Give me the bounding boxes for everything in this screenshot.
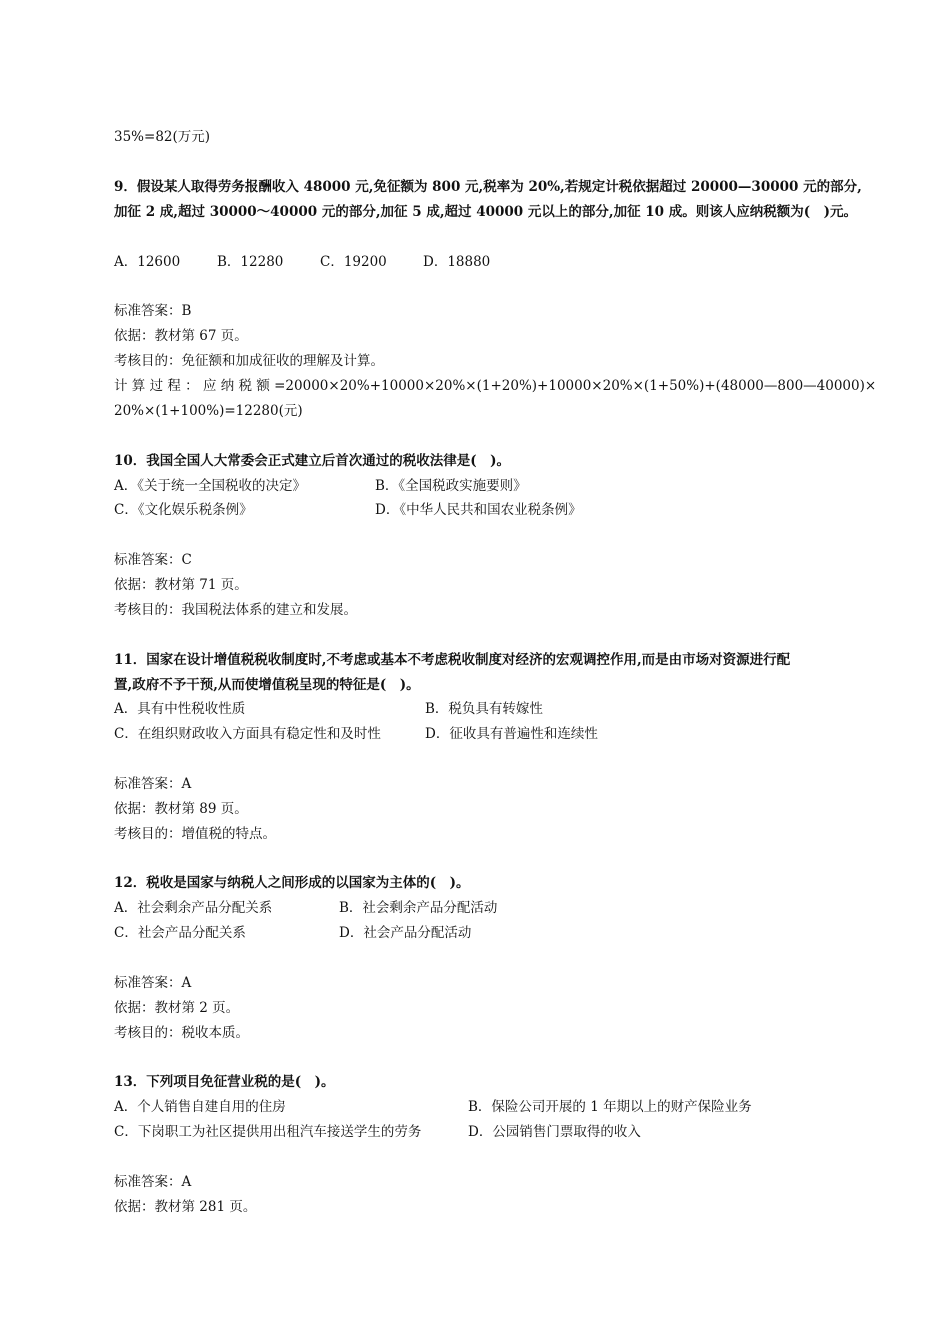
q9-option-a: A．12600: [114, 254, 181, 270]
q9-calc-part2: 20%+10000×: [339, 378, 436, 394]
q11-answer: 标准答案：A: [114, 776, 192, 792]
q10-option-d: D．《中华人民共和国农业税条例》: [375, 502, 582, 518]
q9-goal: 考核目的：免征额和加成征收的理解及计算。: [114, 353, 384, 369]
q11-basis: 依据：教材第 89 页。: [114, 801, 248, 817]
intro-line: 35%=82(万元): [114, 129, 211, 145]
q13-option-d: D．公园销售门票取得的收入: [468, 1124, 641, 1140]
q10-basis: 依据：教材第 71 页。: [114, 577, 248, 593]
q10-option-a: A．《关于统一全国税收的决定》: [114, 478, 306, 494]
q13-stem: 13．下列项目免征营业税的是( )。: [114, 1074, 335, 1090]
q12-stem: 12．税收是国家与纳税人之间形成的以国家为主体的( )。: [114, 875, 470, 891]
q11-option-c: C．在组织财政收入方面具有稳定性和及时性: [114, 726, 381, 742]
q9-basis: 依据：教材第 67 页。: [114, 328, 248, 344]
q11-option-d: D．征收具有普遍性和连续性: [425, 726, 598, 742]
q9-answer: 标准答案：B: [114, 303, 192, 319]
q10-answer: 标准答案：C: [114, 552, 192, 568]
q12-option-c: C．社会产品分配关系: [114, 925, 246, 941]
q12-basis: 依据：教材第 2 页。: [114, 1000, 240, 1016]
q12-option-a: A．社会剩余产品分配关系: [114, 900, 273, 916]
q10-stem: 10．我国全国人大常委会正式建立后首次通过的税收法律是( )。: [114, 453, 511, 469]
q9-calc-part1: 计 算 过 程 ： 应 纳 税 额 =20000×: [114, 378, 340, 394]
q9-option-d: D．18880: [423, 254, 491, 270]
q11-option-b: B．税负具有转嫁性: [425, 701, 543, 717]
q9-stem-line1: 9．假设某人取得劳务报酬收入 48000 元,免征额为 800 元,税率为 20%,若规定计税依据超过 20000—30000 元的部分,: [114, 179, 862, 195]
q13-answer: 标准答案：A: [114, 1174, 192, 1190]
q9-stem-line2: 加征 2 成,超过 30000～40000 元的部分,加征 5 成,超过 40000 元以上的部分,加征 10 成。则该人应纳税额为( )元。: [114, 204, 858, 220]
q10-option-c: C．《文化娱乐税条例》: [114, 502, 253, 518]
q11-goal: 考核目的：增值税的特点。: [114, 826, 276, 842]
q9-option-c: C．19200: [320, 254, 387, 270]
q13-option-a: A．个人销售自建自用的住房: [114, 1099, 286, 1115]
q10-option-b: B．《全国税政实施要则》: [375, 478, 527, 494]
q12-answer: 标准答案：A: [114, 975, 192, 991]
q10-goal: 考核目的：我国税法体系的建立和发展。: [114, 602, 357, 618]
q9-option-b: B．12280: [217, 254, 284, 270]
q13-option-b: B．保险公司开展的 1 年期以上的财产保险业务: [468, 1099, 752, 1115]
q9-calc-part3: 20%×(1+20%)+10000×20%×(1+50%)+(48000—800—40000)×: [435, 378, 877, 394]
q12-option-d: D．社会产品分配活动: [339, 925, 472, 941]
q12-goal: 考核目的：税收本质。: [114, 1025, 249, 1041]
q9-calc-line1: [114, 377, 877, 395]
q11-stem-line2: 置,政府不予干预,从而使增值税呈现的特征是( )。: [114, 677, 420, 693]
q12-option-b: B．社会剩余产品分配活动: [339, 900, 498, 916]
q11-option-a: A．具有中性税收性质: [114, 701, 246, 717]
q11-stem-line1: 11．国家在设计增值税税收制度时,不考虑或基本不考虑税收制度对经济的宏观调控作用,而是由市场对资源进行配: [114, 652, 791, 668]
q13-basis: 依据：教材第 281 页。: [114, 1199, 257, 1215]
q13-option-c: C．下岗职工为社区提供用出租汽车接送学生的劳务: [114, 1124, 422, 1140]
q9-calc-line2: 20%×(1+100%)=12280(元): [114, 403, 303, 419]
